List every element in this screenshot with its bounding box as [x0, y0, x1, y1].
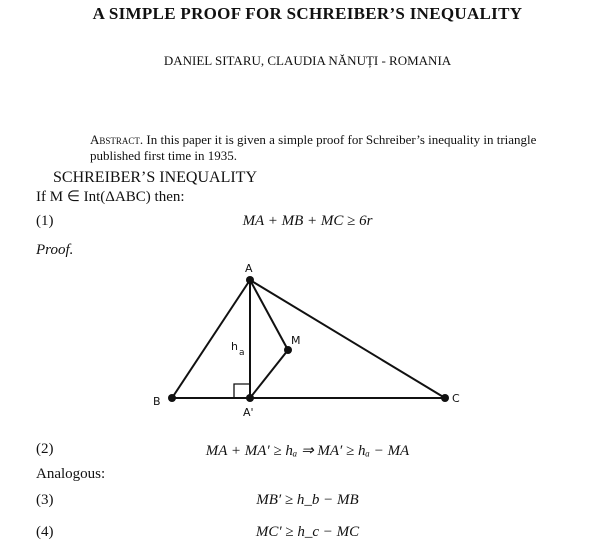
paper-title: A SIMPLE PROOF FOR SCHREIBER’S INEQUALITY — [92, 4, 523, 23]
point-B — [168, 394, 176, 402]
theorem-statement: If M ∈ Int(ΔABC) then: — [36, 189, 185, 205]
abstract-text: In this paper it is given a simple proof for Schreiber’s inequality in triangle published first time in 1935. — [90, 132, 537, 163]
proof-label: Proof. — [36, 242, 74, 258]
segment-MA-prime — [250, 350, 288, 398]
abstract — [90, 132, 560, 164]
equation-number-1: (1) — [36, 213, 54, 229]
analogous-label: Analogous: — [36, 466, 106, 482]
abstract-heading: Abstract. — [90, 132, 144, 147]
triangle-figure — [0, 255, 615, 430]
label-B: B — [153, 395, 161, 408]
equation-2: MA + MA′ ≥ hₐ ⇒ MA′ ≥ hₐ − MA — [205, 443, 410, 459]
equation-number-3: (3) — [36, 492, 54, 508]
side-AC — [250, 280, 445, 398]
authors-line: DANIEL SITARU, CLAUDIA NĂNUȚI - ROMANIA — [163, 53, 452, 68]
label-h-subscript: a — [239, 348, 245, 358]
equation-4: MC′ ≥ h_c − MC — [255, 524, 360, 540]
equation-1: MA + MB + MC ≥ 6r — [242, 213, 373, 229]
equation-3: MB′ ≥ h_b − MB — [256, 492, 359, 508]
label-A: A — [245, 262, 253, 275]
label-h: h — [231, 340, 238, 353]
label-A-prime: A' — [243, 406, 254, 419]
equation-number-2: (2) — [36, 441, 54, 457]
label-C: C — [452, 392, 460, 405]
point-A — [246, 276, 254, 284]
point-A-prime — [246, 394, 254, 402]
equation-number-4: (4) — [36, 524, 54, 540]
label-M: M — [291, 334, 301, 347]
section-title: SCHREIBER’S INEQUALITY — [53, 169, 257, 186]
point-M — [284, 346, 292, 354]
side-AB — [172, 280, 250, 398]
point-C — [441, 394, 449, 402]
